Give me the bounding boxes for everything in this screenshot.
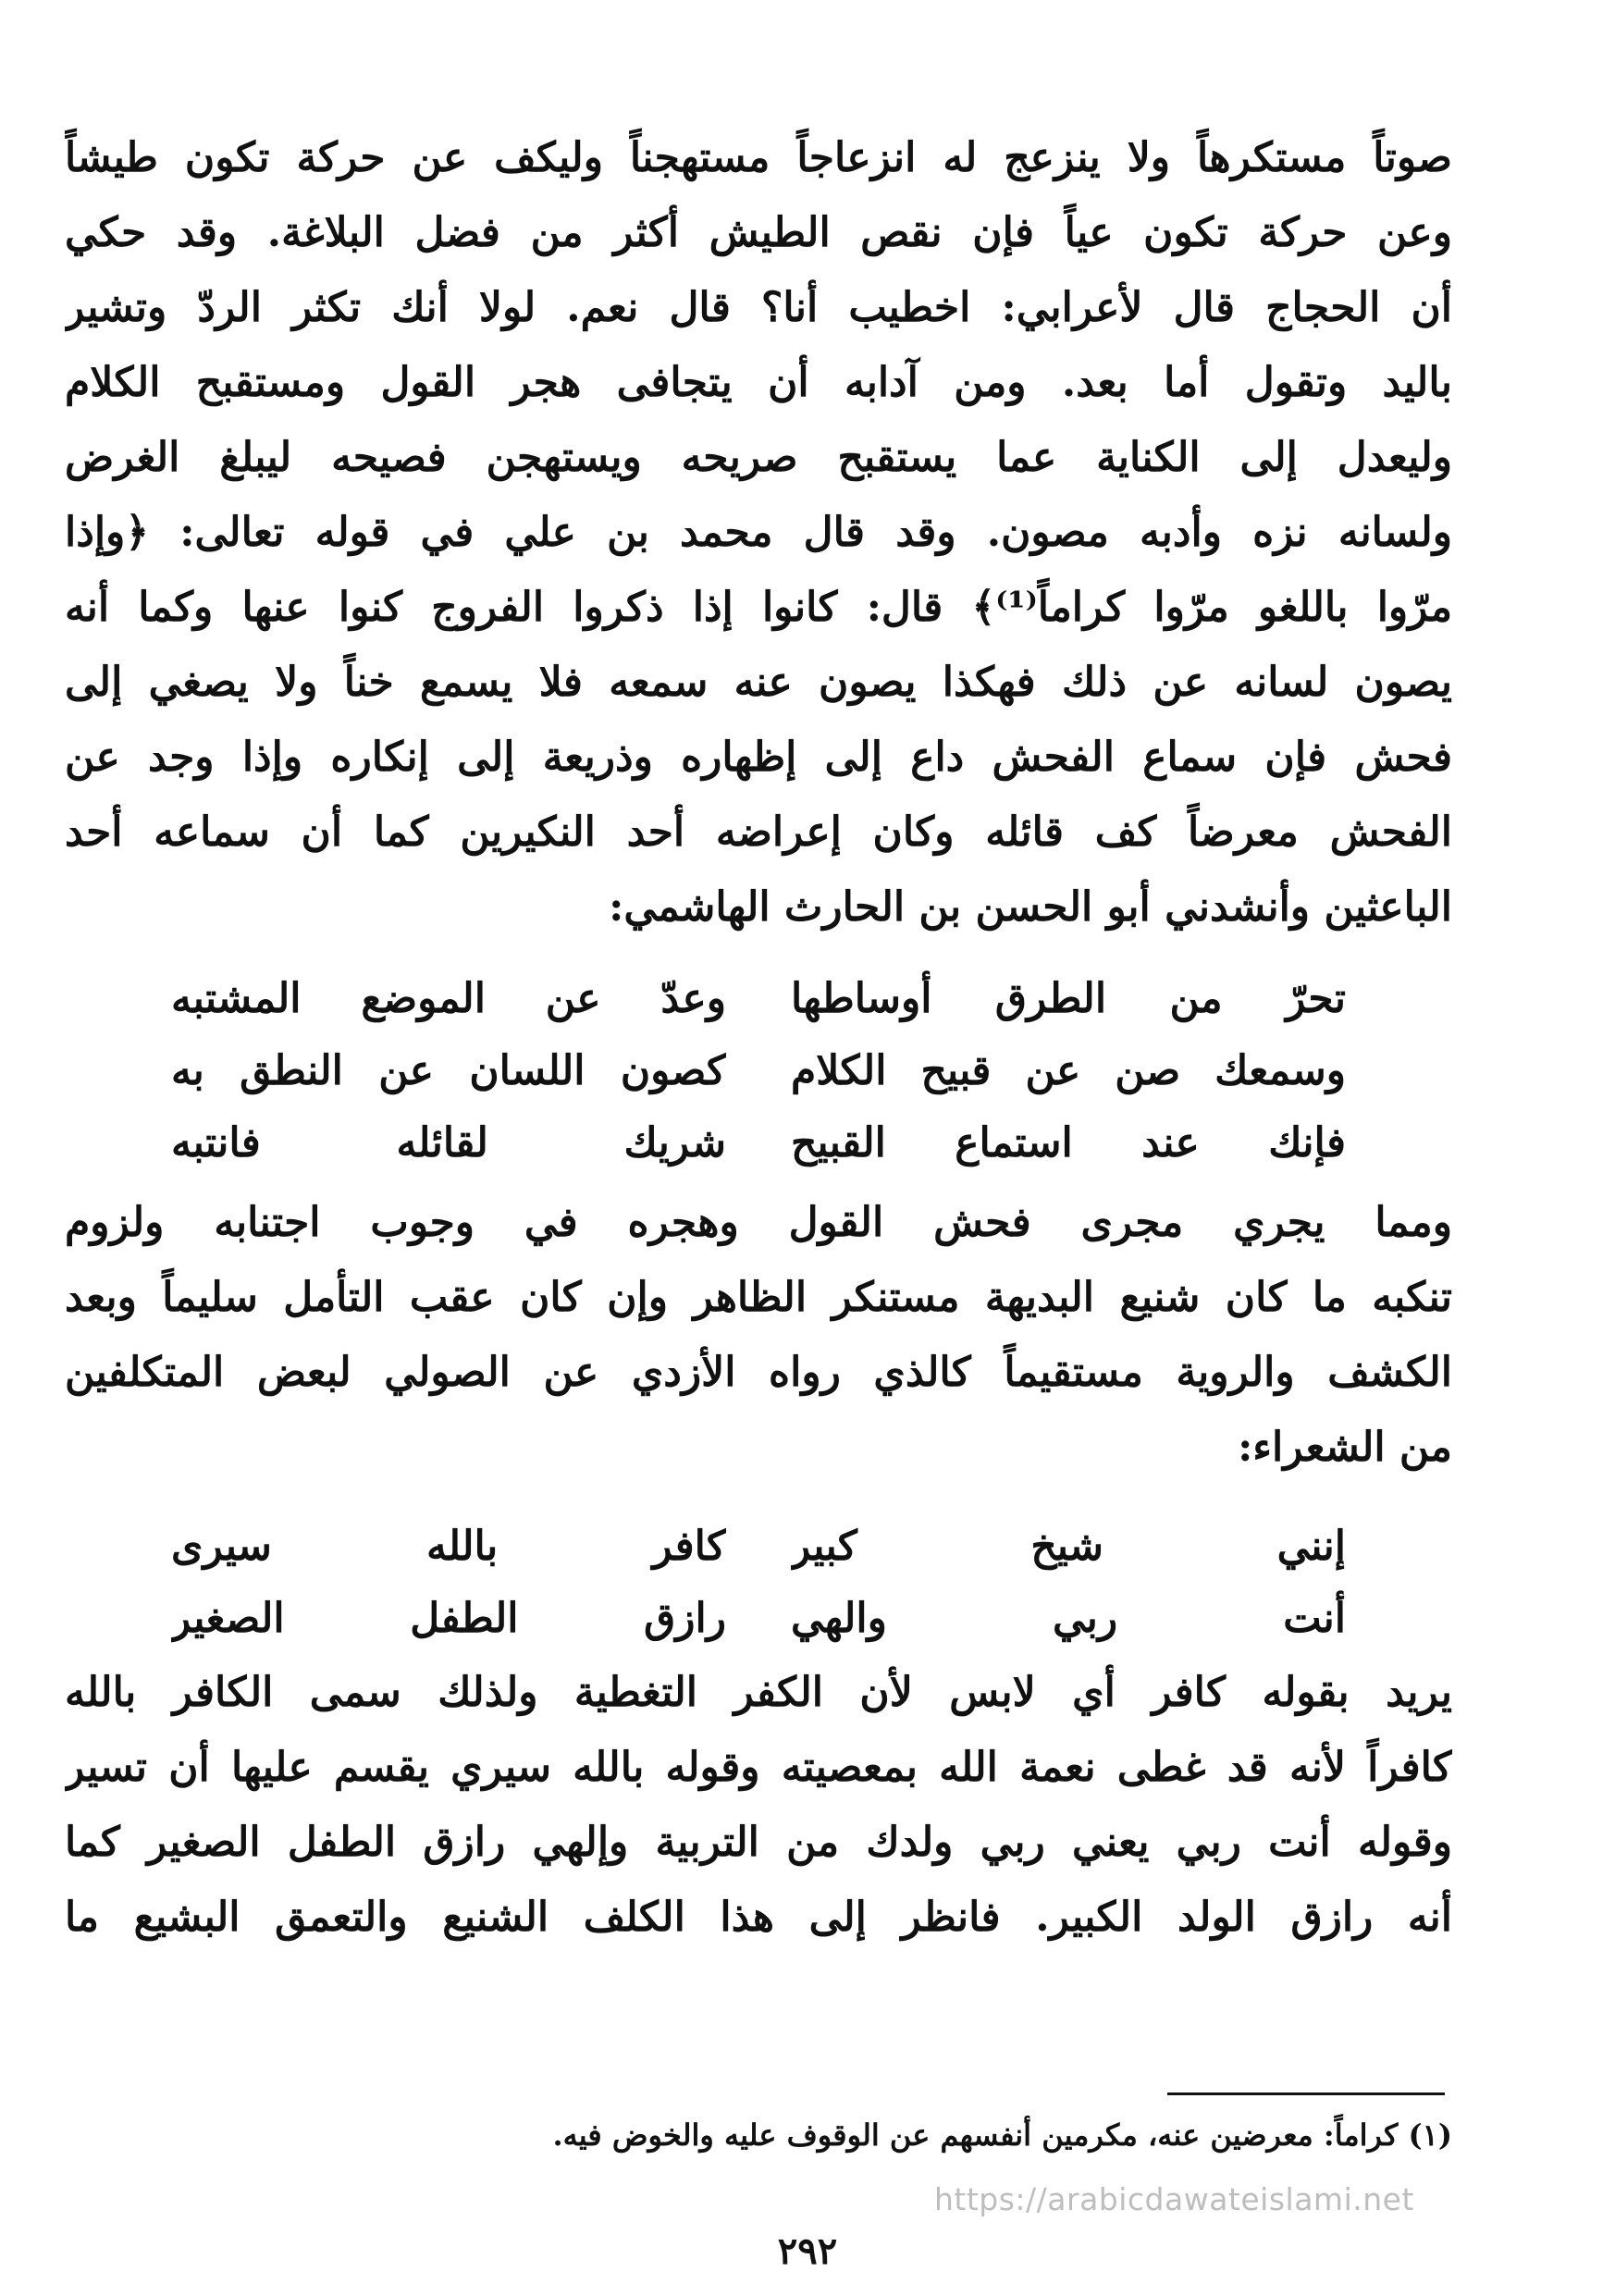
text-line-17: كافراً لأنه قد غطى نعمة الله بمعصيته وقوله بالله سيري يقسم عليها أن تسير: [65, 1744, 1452, 1791]
text-line-13: تنكبه ما كان شنيع البديهة مستنكر الظاهر وإن كان عقب التأمل سليماً وبعد: [65, 1274, 1452, 1321]
text-line-16: يريد بقوله كافر أي لابس لأن الكفر التغطية ولذلك سمى الكافر بالله: [65, 1669, 1452, 1716]
text-line-3: أن الحجاج قال لأعرابي: اخطيب أنا؟ قال نعم. لولا أنك تكثر الردّ وتشير: [65, 284, 1452, 331]
text-line-19: أنه رازق الولد الكبير. فانظر إلى هذا الكلف الشنيع والتعمق البشيع ما: [65, 1894, 1452, 1941]
verse-first-hemistich: أنت ربي والهي: [791, 1595, 1346, 1642]
poem-block-2: [65, 1511, 1452, 1655]
verse-second-hemistich: شريك لقائله فانتبه: [171, 1119, 726, 1167]
verse-line: [65, 1107, 1452, 1179]
verse-first-hemistich: فإنك عند استماع القبيح: [791, 1119, 1346, 1167]
verse-second-hemistich: وعدّ عن الموضع المشتبه: [171, 975, 726, 1022]
text-line-12: ومما يجري مجرى فحش القول وهجره في وجوب اجتنابه ولزوم: [65, 1199, 1452, 1246]
text-line-5: وليعدل إلى الكناية عما يستقبح صريحه ويستهجن فصيحه ليبلغ الغرض: [65, 434, 1452, 481]
text-line-8: يصون لسانه عن ذلك فهكذا يصون عنه سمعه فلا يسمع خناً ولا يصغي إلى: [65, 659, 1452, 706]
footnote: (١) كراماً: معرضين عنه، مكرمين أنفسهم عن الوقوف عليه والخوض فيه.: [552, 2117, 1452, 2153]
main-text: [65, 120, 1452, 1955]
verse-line: [65, 963, 1452, 1035]
verse-second-hemistich: رازق الطفل الصغير: [171, 1595, 726, 1642]
text-line-7: مرّوا باللغو مرّوا كراماً⁽¹⁾﴾ قال: كانوا إذا ذكروا الفروج كنوا عنها وكما أنه: [65, 584, 1452, 631]
text-line-2: وعن حركة تكون عياً فإن نقص الطيش أكثر من فضل البلاغة. وقد حكي: [65, 209, 1452, 256]
poem-block-1: [65, 963, 1452, 1179]
text-line-6: ولسانه نزه وأدبه مصون. وقد قال محمد بن علي في قوله تعالى: ﴿وإذا: [65, 509, 1452, 556]
verse-first-hemistich: وسمعك صن عن قبيح الكلام: [791, 1047, 1346, 1094]
text-line-11: الباعثين وأنشدني أبو الحسن بن الحارث الهاشمي:: [609, 883, 1452, 931]
verse-second-hemistich: كافر بالله سيرى: [171, 1523, 726, 1570]
watermark-url: https://arabicdawateislami.net: [934, 2181, 1414, 2217]
verse-line: [65, 1511, 1452, 1583]
page-number: ٢٩٢: [777, 2229, 838, 2273]
text-line-4: باليد وتقول أما بعد. ومن آدابه أن يتجافى هجر القول ومستقبح الكلام: [65, 359, 1452, 406]
verse-first-hemistich: إنني شيخ كبير: [791, 1523, 1346, 1570]
text-line-18: وقوله أنت ربي يعني ربي ولدك من التربية وإلهي رازق الطفل الصغير كما: [65, 1819, 1452, 1866]
verse-line: [65, 1583, 1452, 1655]
text-line-10: الفحش معرضاً كف قائله وكان إعراضه أحد النكيرين كما أن سماعه أحد: [65, 809, 1452, 856]
text-line-9: فحش فإن سماع الفحش داع إلى إظهاره وذريعة إلى إنكاره وإذا وجد عن: [65, 734, 1452, 781]
footnote-divider: [1167, 2092, 1445, 2095]
text-line-15: من الشعراء:: [1238, 1424, 1452, 1471]
verse-first-hemistich: تحرّ من الطرق أوساطها: [791, 975, 1346, 1022]
verse-second-hemistich: كصون اللسان عن النطق به: [171, 1047, 726, 1094]
text-line-14: الكشف والروية مستقيماً كالذي رواه الأزدي عن الصولي لبعض المتكلفين: [65, 1349, 1452, 1396]
text-line-1: صوتاً مستكرهاً ولا ينزعج له انزعاجاً مستهجناً وليكف عن حركة تكون طيشاً: [65, 134, 1452, 181]
verse-line: [65, 1035, 1452, 1107]
